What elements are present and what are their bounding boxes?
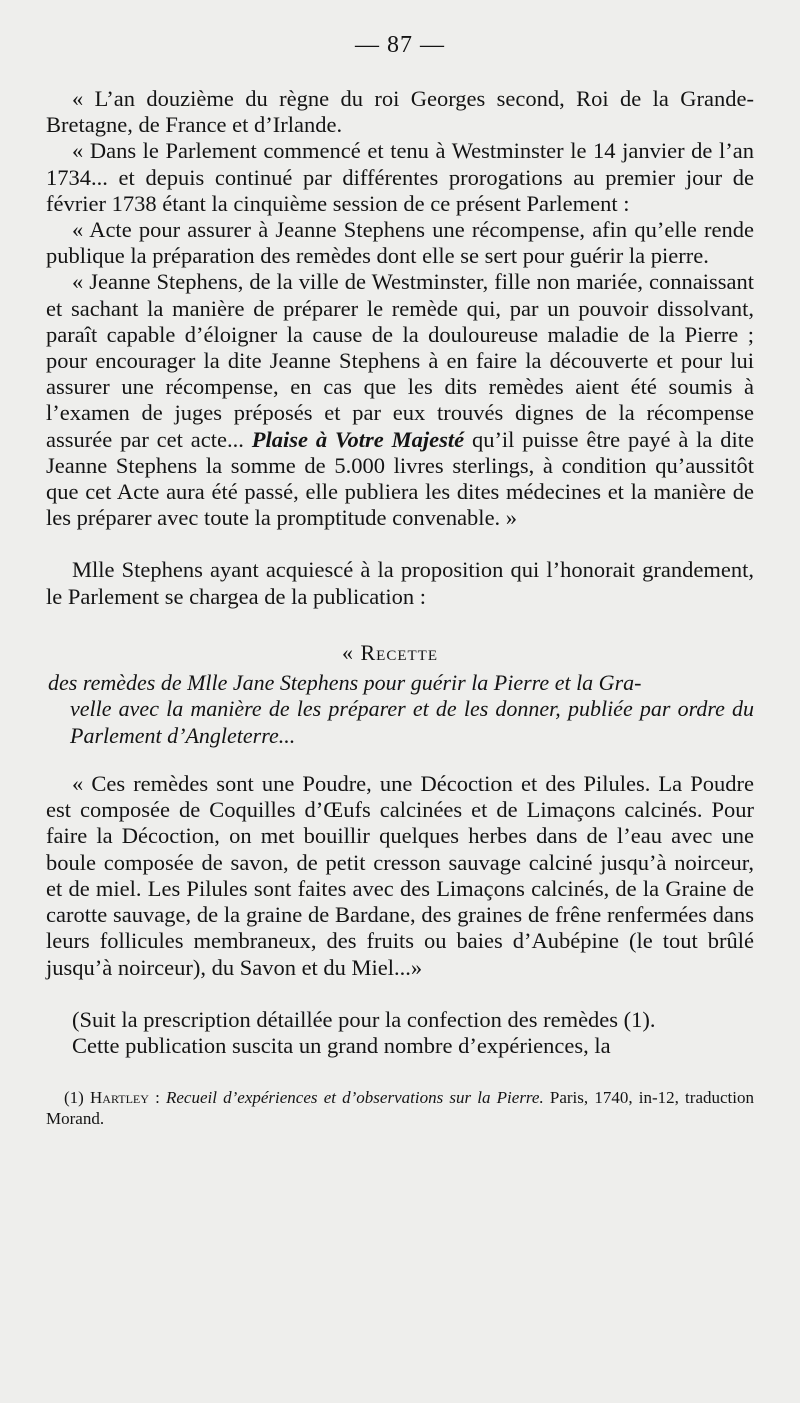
recipe-heading: « Recette xyxy=(342,639,438,665)
act-title-paragraph: « Acte pour assurer à Jeanne Stephens une récompense, afin qu’elle rende publique la préparation des remèdes dont elle se sert pour guérir la pierre. xyxy=(46,217,754,269)
petition-italic-phrase: Plaise à Votre Majesté xyxy=(251,426,465,452)
act-preamble-paragraph: « L’an douzième du règne du roi Georges second, Roi de la Grande-Bretagne, de France et d’Irlande. xyxy=(46,86,754,138)
publication-paragraph: Cette publication suscita un grand nombre d’expériences, la xyxy=(72,1032,611,1058)
recipe-subtitle-rest: velle avec la manière de les préparer et de les donner, publiée par ordre du Parlement d’Angleterre... xyxy=(70,696,754,748)
acquiesce-paragraph: Mlle Stephens ayant acquiescé à la proposition qui l’honorait grandement, le Parlement se chargea de la publication : xyxy=(46,557,754,609)
footnote-rest: Paris, 1740, in-12, traduction Morand. xyxy=(46,1088,754,1129)
recipe-subtitle xyxy=(46,670,754,749)
petition-text-before: « Jeanne Stephens, de la ville de Westminster, fille non mariée, connaissant et sachant la manière de préparer le remède qui, par un pouvoir dissolvant, paraît capable d’éloigner la cause de la douloureuse maladie de la Pierre ; pour encourager la dite Jeanne Stephens à en faire la découverte et pour lui assurer une récompense, en cas que les dits remèdes aient été soumis à l’examen de juges préposés et par eux trouvés dignes de la récompense assurée par cet acte... xyxy=(46,269,754,452)
prescription-paragraph: (Suit la prescription détaillée pour la confection des remèdes (1). xyxy=(72,1006,656,1032)
footnote-author: Hartley xyxy=(90,1088,149,1108)
footnote-marker: (1) xyxy=(64,1088,84,1108)
petition-paragraph xyxy=(46,269,754,531)
page-number: — 87 — xyxy=(355,32,445,58)
parliament-session-paragraph: « Dans le Parlement commencé et tenu à Westminster le 14 janvier de l’an 1734... et depuis continué par différentes prorogations au premier jour de février 1738 étant la cinquième session de ce présent Parlement : xyxy=(46,138,754,216)
remedies-paragraph: « Ces remèdes sont une Poudre, une Décoction et des Pilules. La Poudre est composée de Coquilles d’Œufs calcinées et de Limaçons calcinés. Pour faire la Décoction, on met bouillir quelques herbes dans de l’eau avec une boule composée de savon, de petit cresson sauvage calciné jusqu’à noirceur, et de miel. Les Pilules sont faites avec des Limaçons calcinés, de la Graine de carotte sauvage, de la graine de Bardane, des graines de frêne renfermées dans leurs follicules membraneux, des fruits ou baies d’Aubépine (le tout brûlé jusqu’à noirceur), du Savon et du Miel...» xyxy=(46,771,754,980)
recipe-subtitle-line1: des remèdes de Mlle Jane Stephens pour guérir la Pierre et la Gra- xyxy=(48,669,642,695)
footnote-title: Recueil d’expériences et d’observations sur la Pierre. xyxy=(165,1088,544,1108)
footnote xyxy=(46,1087,754,1129)
footnote-separator: : xyxy=(148,1088,166,1108)
book-page xyxy=(46,30,754,1129)
petition-text-after: qu’il puisse être payé à la dite Jeanne Stephens la somme de 5.000 livres sterlings, à condition qu’aussitôt que cet Acte aura été passé, elle publiera les dites médecines et la manière de les préparer avec toute la promptitude convenable. » xyxy=(46,426,755,531)
